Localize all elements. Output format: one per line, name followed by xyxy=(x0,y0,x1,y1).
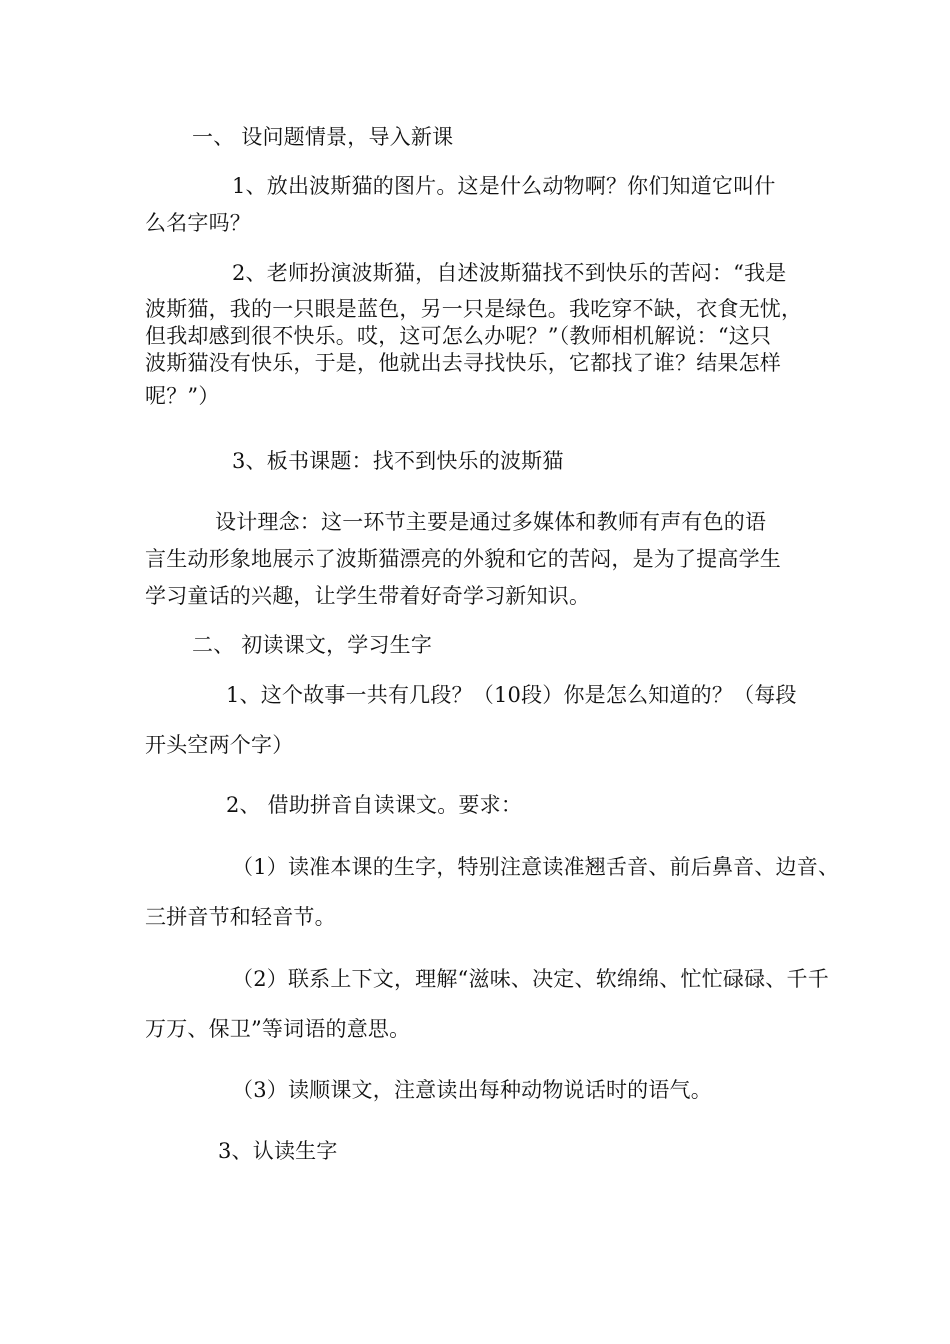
requirement2-line2: 万万、保卫”等词语的意思。 xyxy=(145,1017,411,1041)
design-note-line3: 学习童话的兴趣，让学生带着好奇学习新知识。 xyxy=(145,584,591,608)
design-note-line1: 设计理念：这一环节主要是通过多媒体和教师有声有色的语 xyxy=(215,510,767,534)
requirement1-line2: 三拼音节和轻音节。 xyxy=(145,905,336,929)
section1-item1-line2: 么名字吗？ xyxy=(145,211,251,235)
section1-item1-line1: 1、放出波斯猫的图片。这是什么动物啊？你们知道它叫什 xyxy=(232,174,776,198)
requirement2-line1: （2）联系上下文，理解“滋味、决定、软绵绵、忙忙碌碌、千千 xyxy=(232,967,829,991)
section1-item2-line3: 但我却感到很不快乐。哎，这可怎么办呢？”（教师相机解说：“这只 xyxy=(145,324,772,348)
section1-item2-line2: 波斯猫，我的一只眼是蓝色，另一只是绿色。我吃穿不缺，衣食无忧， xyxy=(145,297,803,321)
section1-item2-line1: 2、老师扮演波斯猫，自述波斯猫找不到快乐的苦闷：“我是 xyxy=(232,261,787,285)
section1-heading: 一、 设问题情景，导入新课 xyxy=(192,125,454,149)
section2-item3: 3、认读生字 xyxy=(218,1139,338,1163)
section2-heading: 二、 初读课文，学习生字 xyxy=(192,633,433,657)
design-note-line2: 言生动形象地展示了波斯猫漂亮的外貌和它的苦闷，是为了提高学生 xyxy=(145,547,781,571)
section2-item1-line2: 开头空两个字） xyxy=(145,733,294,757)
requirement1-line1: （1）读准本课的生字，特别注意读准翘舌音、前后鼻音、边音、 xyxy=(232,855,840,879)
requirement3: （3）读顺课文，注意读出每种动物说话时的语气。 xyxy=(232,1078,712,1102)
section2-item1-line1: 1、这个故事一共有几段？（10段）你是怎么知道的？（每段 xyxy=(226,683,797,707)
section1-item2-line4: 波斯猫没有快乐，于是，他就出去寻找快乐，它都找了谁？结果怎样 xyxy=(145,351,781,375)
section1-item2-line5: 呢？”） xyxy=(145,384,220,408)
section2-item2: 2、 借助拼音自读课文。要求： xyxy=(226,793,523,817)
section1-item3: 3、板书课题：找不到快乐的波斯猫 xyxy=(232,449,564,473)
